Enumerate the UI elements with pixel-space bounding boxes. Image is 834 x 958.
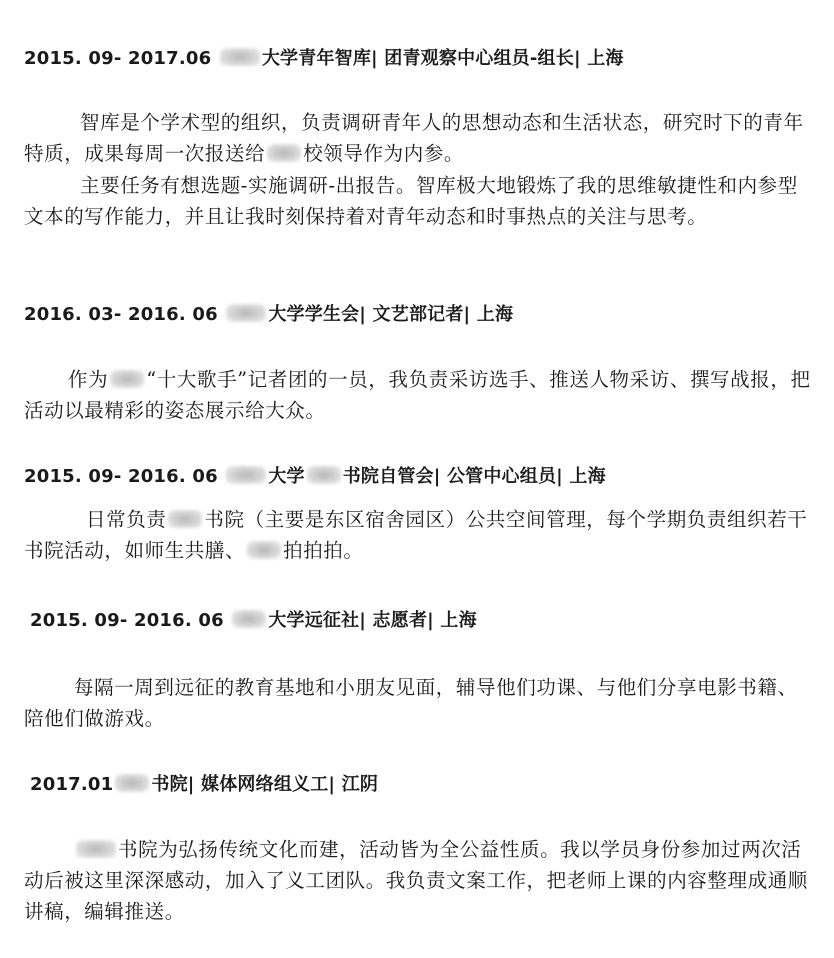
redacted-name xyxy=(247,541,281,559)
redacted-name xyxy=(76,840,116,858)
entry-header: 2015. 09- 2016. 06 大学 书院自管会| 公管中心组员| 上海 xyxy=(24,466,606,487)
entry-dates: 2017.01 xyxy=(30,774,114,795)
redacted-name xyxy=(110,370,144,388)
redacted-name xyxy=(168,510,202,528)
entry-paragraph: 主要任务有想选题-实施调研-出报告。智库极大地锻炼了我的思维敏捷性和内参型文本的写作能力，并且让我时刻保持着对青年动态和时事热点的关注与思考。 xyxy=(24,174,798,228)
redacted-name xyxy=(267,144,301,162)
entry-paragraph: 作为 “十大歌手”记者团的一员，我负责采访选手、推送人物采访、撰写战报，把活动以最精彩的姿态展示给大众。 xyxy=(24,368,811,422)
entry-header xyxy=(30,770,378,796)
entry-dates: 2015. 09- 2017.06 xyxy=(24,48,212,69)
entry-organization: 书院| 媒体网络组义工| 江阴 xyxy=(151,774,379,795)
entry-organization: 大学远征社| 志愿者| 上海 xyxy=(268,610,477,631)
entry-dates: 2015. 09- 2016. 06 xyxy=(24,466,218,487)
entry-header xyxy=(24,300,513,326)
entry-dates: 2015. 09- 2016. 06 xyxy=(30,610,224,631)
entry-paragraph: 智库是个学术型的组织，负责调研青年人的思想动态和生活状态，研究时下的青年特质，成果每周一次报送给 校领导作为内参。 xyxy=(24,111,804,165)
entry-organization: 大学学生会| 文艺部记者| 上海 xyxy=(268,304,514,325)
entry-header xyxy=(30,606,477,632)
redacted-name xyxy=(232,610,266,628)
redacted-name xyxy=(226,304,266,322)
redacted-name xyxy=(220,48,260,66)
entry-organization: 大学青年智库| 团青观察中心组员-组长| 上海 xyxy=(261,48,624,69)
entry-paragraph: 日常负责 书院（主要是东区宿舍园区）公共空间管理，每个学期负责组织若干书院活动，如师生共膳、 拍拍拍。 xyxy=(24,508,808,562)
entry-header xyxy=(24,44,624,70)
entry-dates: 2016. 03- 2016. 06 xyxy=(24,304,218,325)
entry-paragraph: 每隔一周到远征的教育基地和小朋友见面，辅导他们功课、与他们分享电影书籍、陪他们做游戏。 xyxy=(24,676,798,730)
entry-organization: 书院自管会| 公管中心组员| 上海 xyxy=(342,466,606,487)
redacted-name xyxy=(115,774,149,792)
redacted-name xyxy=(226,466,266,484)
redacted-name xyxy=(307,466,341,484)
entry-paragraph: 书院为弘扬传统文化而建，活动皆为全公益性质。我以学员身份参加过两次活动后被这里深深感动，加入了义工团队。我负责文案工作，把老师上课的内容整理成通顺讲稿，编辑推送。 xyxy=(24,838,808,923)
